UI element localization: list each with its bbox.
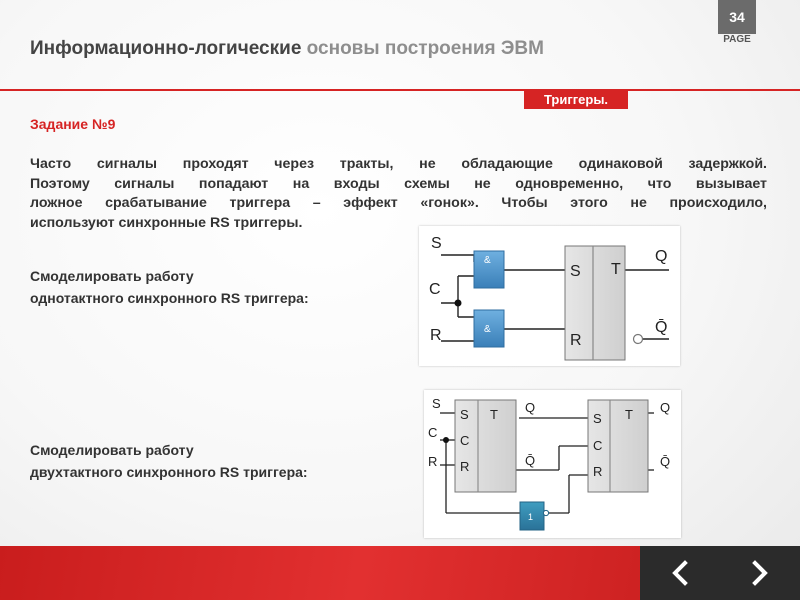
input-c-label: C [429,281,441,298]
input-r-label: R [430,327,442,344]
paragraph-line: используют синхронные RS триггеры. [30,214,303,231]
ff2-q-label: Q [660,400,671,415]
input-s-label: S [431,235,442,252]
ff2-r-label: R [593,464,603,479]
and-gate-bottom-label: & [484,324,491,335]
ff1-c-label: C [460,433,470,448]
title-divider [0,89,800,91]
ff1-qbar-label: Q̄ [525,453,536,468]
paragraph-line: Поэтому сигналы попадают на входы схемы не одновременно, что вызывает [30,175,767,192]
ff2-c-label: C [593,438,603,453]
junction-dot [443,437,449,443]
paragraph-line: ложное срабатывание триггера – эффект «гонок». Чтобы этого не происходило, [30,195,767,211]
output-qbar-label: Q̄ [655,319,668,336]
ff2-t-label: T [625,407,633,422]
two-clock-rs-diagram [424,390,681,538]
ff2-qbar-label: Q̄ [660,454,671,469]
ff1-s-label: S [460,407,469,422]
ff-t-label: T [611,261,621,278]
chevron-left-icon [670,560,690,586]
task-paragraph [30,155,767,233]
ff1-t-label: T [490,407,498,422]
input-c-label: C [428,425,438,440]
inverter-bubble [543,510,548,515]
inversion-bubble [634,335,643,344]
task-item-line: Смоделировать работу [30,442,194,458]
next-slide-button[interactable] [720,546,800,600]
section-label: Триггеры. [543,91,609,107]
inverter-label: 1 [528,512,534,522]
ff2-s-label: S [593,411,602,426]
input-r-label: R [428,454,438,469]
section-tab [524,89,628,109]
single-clock-rs-schematic [419,226,680,366]
ff1-q-label: Q [525,400,536,415]
page-label: PAGE [723,34,751,45]
and-gate-top-label: & [484,255,491,266]
two-clock-rs-schematic [424,390,681,538]
ff-r-label: R [570,332,582,349]
page-number-badge [718,0,756,34]
task-item-two-clock [30,439,308,483]
junction-dot [455,300,462,307]
task-item-line: двухтактного синхронного RS триггера: [30,464,308,480]
paragraph-line: Часто сигналы проходят через тракты, не обладающие одинаковой задержкой. [30,156,767,172]
chevron-right-icon [750,560,770,586]
single-clock-rs-diagram [419,226,680,366]
task-item-line: Смоделировать работу [30,268,194,284]
slide-title-light: основы построения ЭВМ [306,38,544,59]
slide-title [30,38,544,60]
slide-title-bold: Информационно-логические [30,38,302,59]
prev-slide-button[interactable] [640,546,720,600]
task-item-single-clock [30,265,309,309]
task-item-line: однотактного синхронного RS триггера: [30,290,309,306]
ff1-r-label: R [460,459,470,474]
output-q-label: Q [655,248,668,265]
ff-s-label: S [570,263,581,280]
page-number: 34 [729,9,745,25]
input-s-label: S [432,396,441,411]
task-heading: Задание №9 [30,116,116,132]
